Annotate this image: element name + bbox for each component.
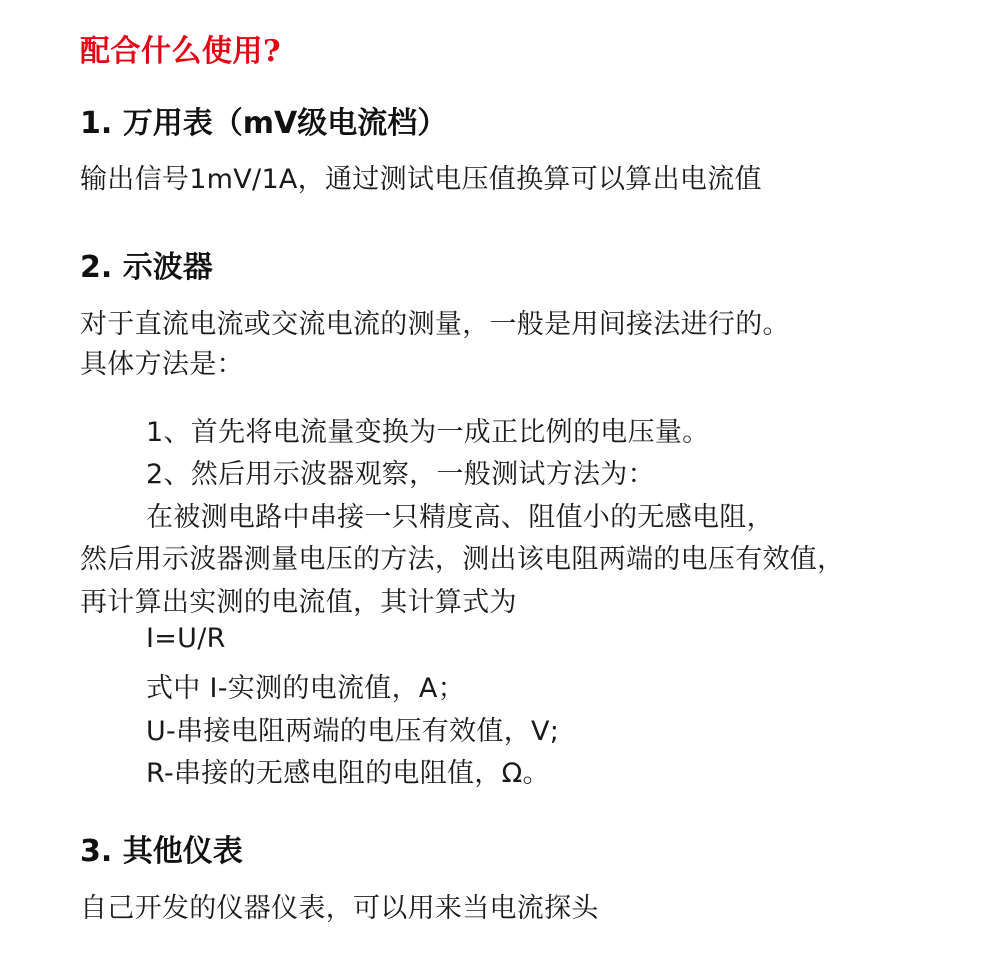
section-3-heading: 3. 其他仪表 [80,834,243,869]
section-2-line-7: 再计算出实测的电流值，其计算式为 [80,587,517,618]
definition-current: 式中 I-实测的电流值，A； [146,673,465,704]
section-2-line-5: 在被测电路中串接一只精度高、阻值小的无感电阻， [146,502,774,533]
section-1-heading: 1. 万用表（mV级电流档） [80,106,448,141]
formula-line: I=U/R [146,623,226,654]
section-1-line-1: 输出信号1mV/1A，通过测试电压值换算可以算出电流值 [80,164,762,195]
section-2-line-1: 对于直流电流或交流电流的测量，一般是用间接法进行的。 [80,309,790,340]
section-2-line-2: 具体方法是： [80,349,244,380]
section-3-line-1: 自己开发的仪器仪表，可以用来当电流探头 [80,893,599,924]
section-2-line-3: 1、首先将电流量变换为一成正比例的电压量。 [146,417,710,448]
definition-resistance: R-串接的无感电阻的电阻值，Ω。 [146,758,550,789]
definition-voltage: U-串接电阻两端的电压有效值，V; [146,716,560,747]
section-2-line-4: 2、然后用示波器观察，一般测试方法为： [146,459,655,490]
section-2-line-6: 然后用示波器测量电压的方法，测出该电阻两端的电压有效值， [80,544,845,575]
section-2-heading: 2. 示波器 [80,250,213,285]
page-title: 配合什么使用? [80,34,282,69]
